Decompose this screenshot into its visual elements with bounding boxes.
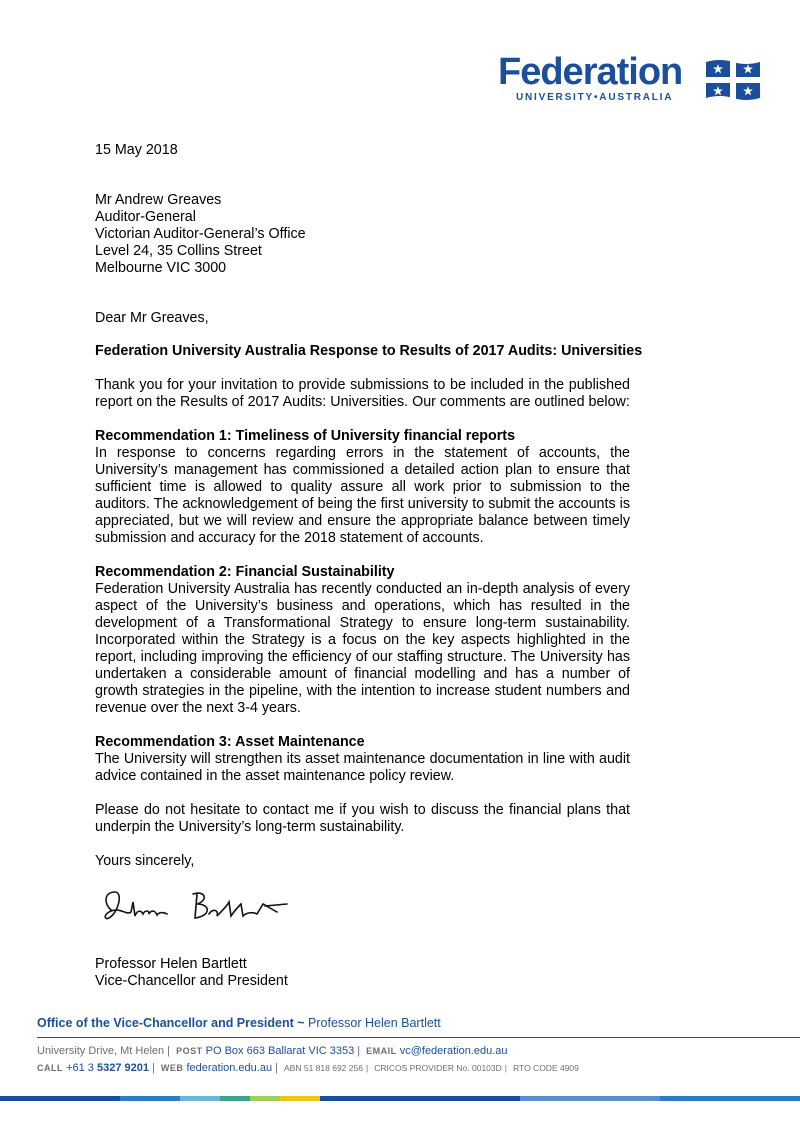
footer-contact-line-2: CALL +61 3 5327 9201 | WEB federation.edu.au | ABN 51 818 692 256 | CRICOS PROVIDER No. 00103D | RTO CODE 4909 — [37, 1062, 579, 1074]
color-segment — [120, 1096, 180, 1101]
color-segment — [520, 1096, 660, 1101]
letter-body — [95, 142, 643, 990]
cricos: CRICOS PROVIDER No. 00103D — [374, 1063, 502, 1073]
letter-subject: Federation University Australia Response to Results of 2017 Audits: Universities — [95, 343, 643, 359]
call-number: 5327 9201 — [96, 1062, 149, 1074]
signatory-name: Professor Helen Bartlett — [95, 956, 247, 972]
rto: RTO CODE 4909 — [513, 1063, 579, 1073]
footer-office — [37, 1016, 441, 1030]
recommendation-3 — [95, 734, 630, 785]
intro-paragraph: Thank you for your invitation to provide submissions to be included in the published report on the Results of 2017 Audits: Universities. Our comments are outlined below: — [95, 377, 630, 410]
web-label: WEB — [160, 1063, 184, 1073]
color-segment — [250, 1096, 280, 1101]
color-segment — [0, 1096, 120, 1101]
recommendation-heading: Recommendation 2: Financial Sustainability — [95, 564, 395, 580]
contact-paragraph: Please do not hesitate to contact me if you wish to discuss the financial plans that underpin the University’s long-term sustainability. — [95, 802, 630, 835]
address-line: Victorian Auditor-General’s Office — [95, 226, 306, 242]
office-label: Office of the Vice-Chancellor and President ~ — [37, 1016, 305, 1030]
post-label: POST — [176, 1046, 203, 1056]
logo-subline: UNIVERSITY•AUSTRALIA — [516, 92, 674, 103]
footer-address: University Drive, Mt Helen — [37, 1045, 165, 1057]
color-segment — [320, 1096, 520, 1101]
address-line: Mr Andrew Greaves — [95, 192, 222, 208]
web-link[interactable]: federation.edu.au — [186, 1062, 273, 1074]
recommendation-2 — [95, 564, 630, 717]
footer-color-bar — [0, 1096, 800, 1101]
footer-divider — [37, 1037, 800, 1038]
recommendation-body: Federation University Australia has recently conducted an in-depth analysis of every aspect of the University’s business and operations, which has resulted in the development of a Transformational Strategy to ensure long-term sustainability. Incorporated within the Strategy is a focus on the key aspects highlighted in the report, including improving the efficiency of our staffing structure. The University has undertaken a considerable amount of financial modelling and has a number of growth strategies in the pipeline, with the intention to increase student numbers and revenue over the next 3-4 years. — [95, 581, 630, 716]
letter-date: 15 May 2018 — [95, 142, 178, 158]
recipient-address — [95, 192, 630, 277]
recommendation-heading: Recommendation 3: Asset Maintenance — [95, 734, 365, 750]
handwritten-signature — [97, 882, 297, 932]
address-line: Auditor-General — [95, 209, 196, 225]
closing: Yours sincerely, — [95, 853, 195, 869]
color-segment — [660, 1096, 800, 1101]
color-segment — [280, 1096, 320, 1101]
address-line: Melbourne VIC 3000 — [95, 260, 227, 276]
signatory-title: Vice-Chancellor and President — [95, 973, 288, 989]
southern-cross-flag-icon — [706, 58, 760, 102]
office-person: Professor Helen Bartlett — [308, 1016, 441, 1030]
color-segment — [220, 1096, 250, 1101]
logo-wordmark: Federation — [498, 51, 683, 93]
email-link[interactable]: vc@federation.edu.au — [399, 1045, 508, 1057]
email-label: EMAIL — [366, 1046, 397, 1056]
call-prefix: +61 3 — [66, 1062, 94, 1074]
salutation: Dear Mr Greaves, — [95, 310, 209, 326]
recommendation-heading: Recommendation 1: Timeliness of University financial reports — [95, 428, 516, 444]
recommendation-body: In response to concerns regarding errors in the statement of accounts, the University’s management has commissioned a detailed action plan to ensure that sufficient time is allowed to quality assure all work prior to submission to the auditors. The acknowledgement of being the first university to submit the accounts is appreciated, but we will review and ensure the appropriate balance between timely submission and accuracy for the 2018 statement of accounts. — [95, 445, 630, 546]
call-label: CALL — [37, 1063, 63, 1073]
address-line: Level 24, 35 Collins Street — [95, 243, 262, 259]
footer-contact-line-1: University Drive, Mt Helen | POST PO Box 663 Ballarat VIC 3353 | EMAIL vc@federation.edu.au — [37, 1045, 508, 1057]
post-value: PO Box 663 Ballarat VIC 3353 — [205, 1045, 355, 1057]
abn: ABN 51 818 692 256 — [284, 1063, 363, 1073]
color-segment — [180, 1096, 220, 1101]
university-logo — [498, 51, 760, 106]
recommendation-body: The University will strengthen its asset maintenance documentation in line with audit advice contained in the asset maintenance policy review. — [95, 751, 630, 784]
recommendation-1 — [95, 428, 630, 547]
